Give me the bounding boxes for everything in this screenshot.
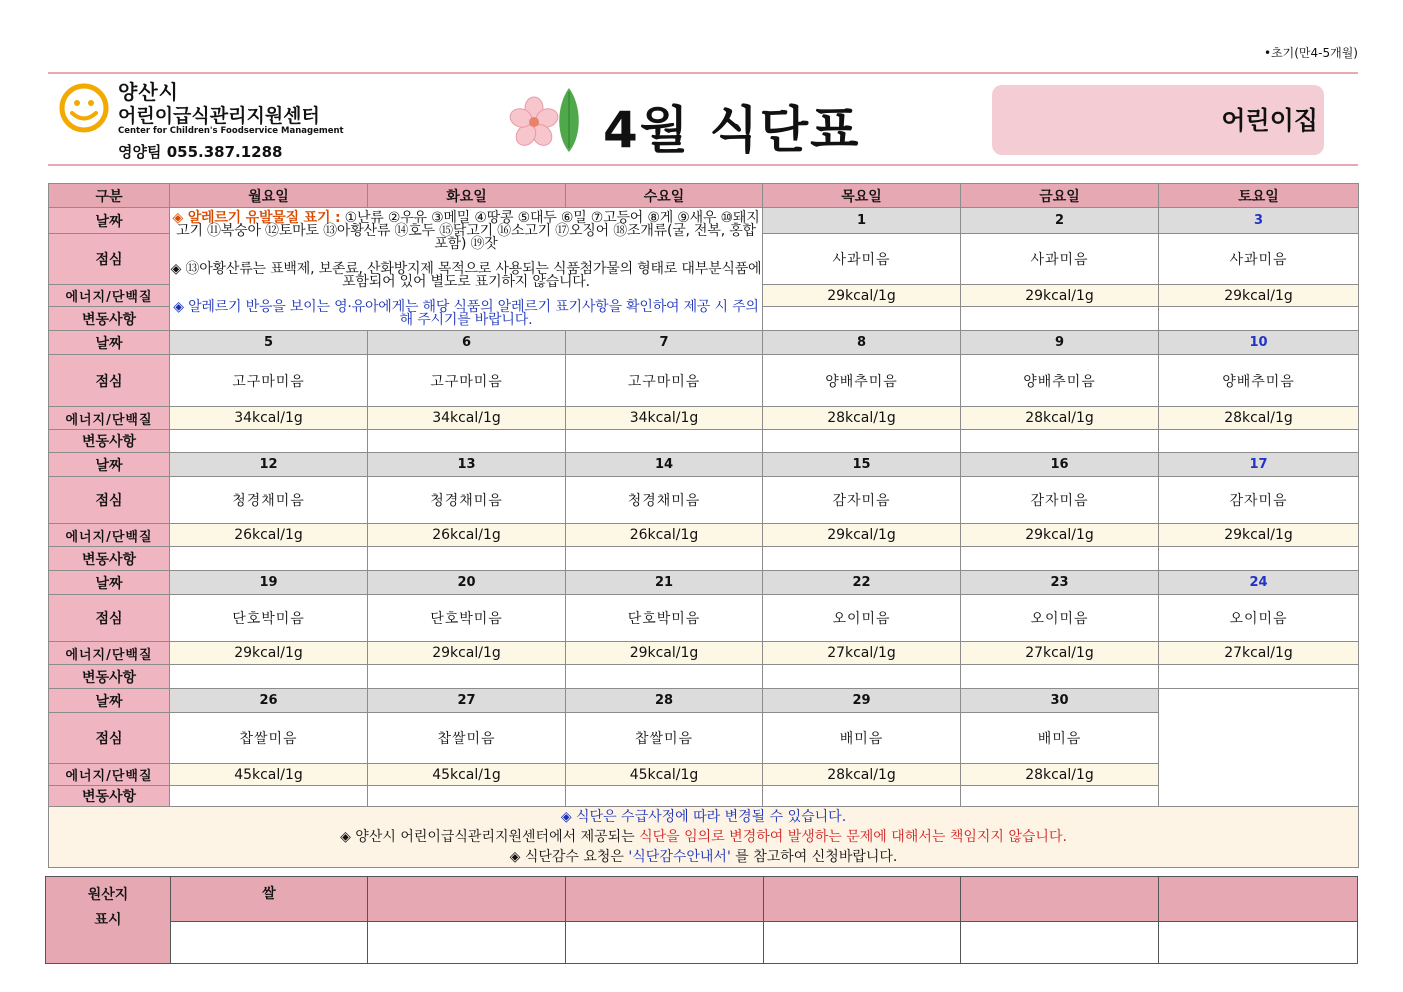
change-cell [566, 786, 763, 807]
footer-note-liability: ◈ 양산시 어린이급식관리지원센터에서 제공되는 식단을 임의로 변경하여 발생하는 문제에 대해서는 책임지지 않습니다. [340, 829, 1067, 845]
change-cell [368, 786, 566, 807]
date-cell: 20 [368, 571, 566, 595]
energy-cell: 27kcal/1g [961, 642, 1159, 665]
lunch-row [49, 355, 1359, 407]
org-english-name: Center for Children's Foodservice Management [118, 126, 344, 136]
footer-notes-row [49, 807, 1359, 868]
header-cell: 화요일 [368, 184, 566, 208]
energy-cell: 29kcal/1g [763, 524, 961, 547]
change-row [49, 430, 1359, 453]
row-label: 점심 [49, 355, 170, 407]
origin-item [961, 877, 1159, 922]
change-cell [763, 307, 961, 331]
change-cell [566, 547, 763, 571]
date-cell: 27 [368, 689, 566, 713]
change-cell [566, 430, 763, 453]
org-city: 양산시 [118, 80, 179, 104]
date-cell: 28 [566, 689, 763, 713]
sulfite-note: ◈ ⑬아황산류는 표백제, 보존료, 산화방지제 목적으로 사용되는 식품첨가물의 형태로 대부분식품에 포함되어 있어 별도로 표기하지 않습니다. [170, 260, 762, 290]
date-cell: 15 [763, 453, 961, 477]
change-row [49, 547, 1359, 571]
menu-cell: 사과미음 [961, 234, 1159, 285]
date-cell: 19 [170, 571, 368, 595]
smiley-logo-icon [58, 82, 110, 134]
org-name: 어린이급식관리지원센터 [118, 105, 320, 127]
header-cell: 월요일 [170, 184, 368, 208]
menu-cell: 찹쌀미음 [170, 713, 368, 764]
origin-value [171, 922, 368, 964]
table-header-row [49, 184, 1359, 208]
origin-value [961, 922, 1159, 964]
row-label: 변동사항 [49, 665, 170, 689]
change-cell [368, 430, 566, 453]
energy-cell: 29kcal/1g [566, 642, 763, 665]
energy-cell: 29kcal/1g [1159, 524, 1359, 547]
menu-cell: 고구마미음 [368, 355, 566, 407]
menu-cell: 양배추미음 [961, 355, 1159, 407]
energy-row [49, 524, 1359, 547]
energy-cell: 28kcal/1g [961, 407, 1159, 430]
change-cell [961, 307, 1159, 331]
change-cell [1159, 547, 1359, 571]
date-cell: 24 [1159, 571, 1359, 595]
origin-value [566, 922, 764, 964]
row-label: 변동사항 [49, 786, 170, 807]
page-title: 4월 식단표 [603, 101, 861, 159]
origin-value [764, 922, 961, 964]
energy-cell: 34kcal/1g [566, 407, 763, 430]
origin-label [46, 877, 171, 964]
origin-item [1159, 877, 1358, 922]
row-label: 날짜 [49, 571, 170, 595]
row-label: 날짜 [49, 331, 170, 355]
menu-cell: 오이미음 [1159, 595, 1359, 642]
org-phone: 영양팀 055.387.1288 [118, 143, 283, 161]
change-cell [763, 665, 961, 689]
date-cell: 29 [763, 689, 961, 713]
row-label: 점심 [49, 595, 170, 642]
lunch-row [49, 595, 1359, 642]
leaf-icon [556, 86, 582, 154]
energy-cell: 27kcal/1g [1159, 642, 1359, 665]
footer-notes [49, 807, 1359, 868]
change-cell [368, 547, 566, 571]
origin-item: 쌀 [171, 877, 368, 922]
cherry-blossom-icon [508, 96, 560, 148]
change-cell [1159, 430, 1359, 453]
row-label: 점심 [49, 477, 170, 524]
menu-cell: 배미음 [763, 713, 961, 764]
menu-cell: 양배추미음 [763, 355, 961, 407]
change-cell [566, 665, 763, 689]
energy-cell: 29kcal/1g [170, 642, 368, 665]
row-label: 날짜 [49, 208, 170, 234]
menu-cell: 찹쌀미음 [566, 713, 763, 764]
energy-cell: 28kcal/1g [1159, 407, 1359, 430]
date-cell: 30 [961, 689, 1159, 713]
change-cell [1159, 307, 1359, 331]
menu-cell: 청경채미음 [170, 477, 368, 524]
energy-row [49, 407, 1359, 430]
row-label: 변동사항 [49, 430, 170, 453]
row-label: 변동사항 [49, 547, 170, 571]
header-cell: 금요일 [961, 184, 1159, 208]
menu-cell: 단호박미음 [170, 595, 368, 642]
date-cell: 10 [1159, 331, 1359, 355]
menu-cell: 감자미음 [961, 477, 1159, 524]
header-cell: 수요일 [566, 184, 763, 208]
row-label: 변동사항 [49, 307, 170, 331]
menu-cell: 찹쌀미음 [368, 713, 566, 764]
date-row [49, 208, 1359, 234]
menu-cell: 사과미음 [763, 234, 961, 285]
change-cell [961, 547, 1159, 571]
date-cell: 7 [566, 331, 763, 355]
menu-cell: 청경채미음 [566, 477, 763, 524]
change-cell [763, 430, 961, 453]
origin-value [1159, 922, 1358, 964]
energy-cell: 29kcal/1g [368, 642, 566, 665]
allergy-notice [170, 208, 763, 331]
origin-value [368, 922, 566, 964]
footer-note-review: ◈ 식단감수 요청은 '식단감수안내서' 를 참고하여 신청바랍니다. [509, 849, 898, 865]
origin-item [764, 877, 961, 922]
energy-cell: 29kcal/1g [1159, 285, 1359, 307]
date-cell: 3 [1159, 208, 1359, 234]
change-cell [1159, 665, 1359, 689]
menu-cell: 배미음 [961, 713, 1159, 764]
date-row [49, 571, 1359, 595]
row-label: 에너지/단백질 [49, 285, 170, 307]
energy-cell: 26kcal/1g [170, 524, 368, 547]
allergy-warning: ◈ 알레르기 반응을 보이는 영·유아에게는 해당 식품의 알레르기 표기사항을 확인하여 제공 시 주의해 주시기를 바랍니다. [173, 298, 759, 328]
origin-label-line1: 원산지 [87, 887, 129, 903]
energy-cell: 28kcal/1g [763, 407, 961, 430]
change-cell [763, 547, 961, 571]
menu-cell: 청경채미음 [368, 477, 566, 524]
menu-table [48, 183, 1359, 868]
energy-row [49, 642, 1359, 665]
row-label: 점심 [49, 234, 170, 285]
date-row [49, 689, 1359, 713]
allergy-list: ◈ 알레르기 유발물질 표기 : ①난류 ②우유 ③메밀 ④땅콩 ⑤대두 ⑥밀 ⑦고등어 ⑧게 ⑨새우 ⑩돼지고기 ⑪복숭아 ⑫토마토 ⑬아황산류 ⑭호두 ⑮닭고기 ⑯소고기 ⑰오징어 ⑱조개류(굴, 전복, 홍합 포함) ⑲잣 [172, 209, 760, 252]
origin-item-row [46, 877, 1358, 922]
row-label: 날짜 [49, 689, 170, 713]
menu-cell: 단호박미음 [566, 595, 763, 642]
menu-cell: 오이미음 [961, 595, 1159, 642]
date-cell: 2 [961, 208, 1159, 234]
date-cell: 9 [961, 331, 1159, 355]
menu-cell: 감자미음 [1159, 477, 1359, 524]
date-cell: 21 [566, 571, 763, 595]
change-row [49, 665, 1359, 689]
energy-cell: 26kcal/1g [566, 524, 763, 547]
menu-cell: 양배추미음 [1159, 355, 1359, 407]
header-cell: 목요일 [763, 184, 961, 208]
energy-cell: 34kcal/1g [170, 407, 368, 430]
change-cell [170, 430, 368, 453]
date-cell: 6 [368, 331, 566, 355]
institution-label: 어린이집 [1221, 106, 1318, 135]
energy-cell: 29kcal/1g [961, 524, 1159, 547]
date-cell: 17 [1159, 453, 1359, 477]
menu-cell: 고구마미음 [170, 355, 368, 407]
change-cell [368, 665, 566, 689]
date-cell: 13 [368, 453, 566, 477]
origin-item [566, 877, 764, 922]
header-cell: 토요일 [1159, 184, 1359, 208]
row-label: 에너지/단백질 [49, 642, 170, 665]
energy-cell: 45kcal/1g [170, 764, 368, 786]
energy-cell: 45kcal/1g [566, 764, 763, 786]
energy-cell: 27kcal/1g [763, 642, 961, 665]
date-row [49, 453, 1359, 477]
change-cell [170, 547, 368, 571]
change-cell [763, 786, 961, 807]
menu-cell: 단호박미음 [368, 595, 566, 642]
energy-cell: 29kcal/1g [763, 285, 961, 307]
energy-cell: 26kcal/1g [368, 524, 566, 547]
change-cell [961, 786, 1159, 807]
date-cell: 26 [170, 689, 368, 713]
top-rule [48, 72, 1358, 74]
date-cell: 5 [170, 331, 368, 355]
date-row [49, 331, 1359, 355]
origin-item [368, 877, 566, 922]
change-cell [961, 430, 1159, 453]
date-cell: 14 [566, 453, 763, 477]
row-label: 날짜 [49, 453, 170, 477]
age-stage-note: •초기(만4-5개월) [1263, 46, 1358, 60]
menu-cell: 고구마미음 [566, 355, 763, 407]
row-label: 에너지/단백질 [49, 524, 170, 547]
date-cell: 8 [763, 331, 961, 355]
header-rule [48, 164, 1358, 166]
date-cell: 23 [961, 571, 1159, 595]
energy-cell: 45kcal/1g [368, 764, 566, 786]
menu-cell: 오이미음 [763, 595, 961, 642]
energy-cell: 28kcal/1g [961, 764, 1159, 786]
change-cell [961, 665, 1159, 689]
date-cell: 16 [961, 453, 1159, 477]
date-cell: 12 [170, 453, 368, 477]
energy-cell: 29kcal/1g [961, 285, 1159, 307]
date-cell: 1 [763, 208, 961, 234]
change-cell [170, 786, 368, 807]
menu-cell: 감자미음 [763, 477, 961, 524]
energy-cell: 28kcal/1g [763, 764, 961, 786]
change-cell [170, 665, 368, 689]
row-label: 점심 [49, 713, 170, 764]
date-cell: 22 [763, 571, 961, 595]
menu-cell: 사과미음 [1159, 234, 1359, 285]
footer-note-supply: ◈ 식단은 수급사정에 따라 변경될 수 있습니다. [560, 809, 847, 825]
row-label: 에너지/단백질 [49, 407, 170, 430]
institution-box [992, 85, 1324, 155]
empty-saturday-cell [1159, 689, 1359, 807]
header-cell: 구분 [49, 184, 170, 208]
energy-cell: 34kcal/1g [368, 407, 566, 430]
row-label: 에너지/단백질 [49, 764, 170, 786]
origin-value-row [46, 922, 1358, 964]
lunch-row [49, 477, 1359, 524]
origin-table [45, 876, 1358, 964]
origin-label-line2: 표시 [94, 912, 122, 928]
